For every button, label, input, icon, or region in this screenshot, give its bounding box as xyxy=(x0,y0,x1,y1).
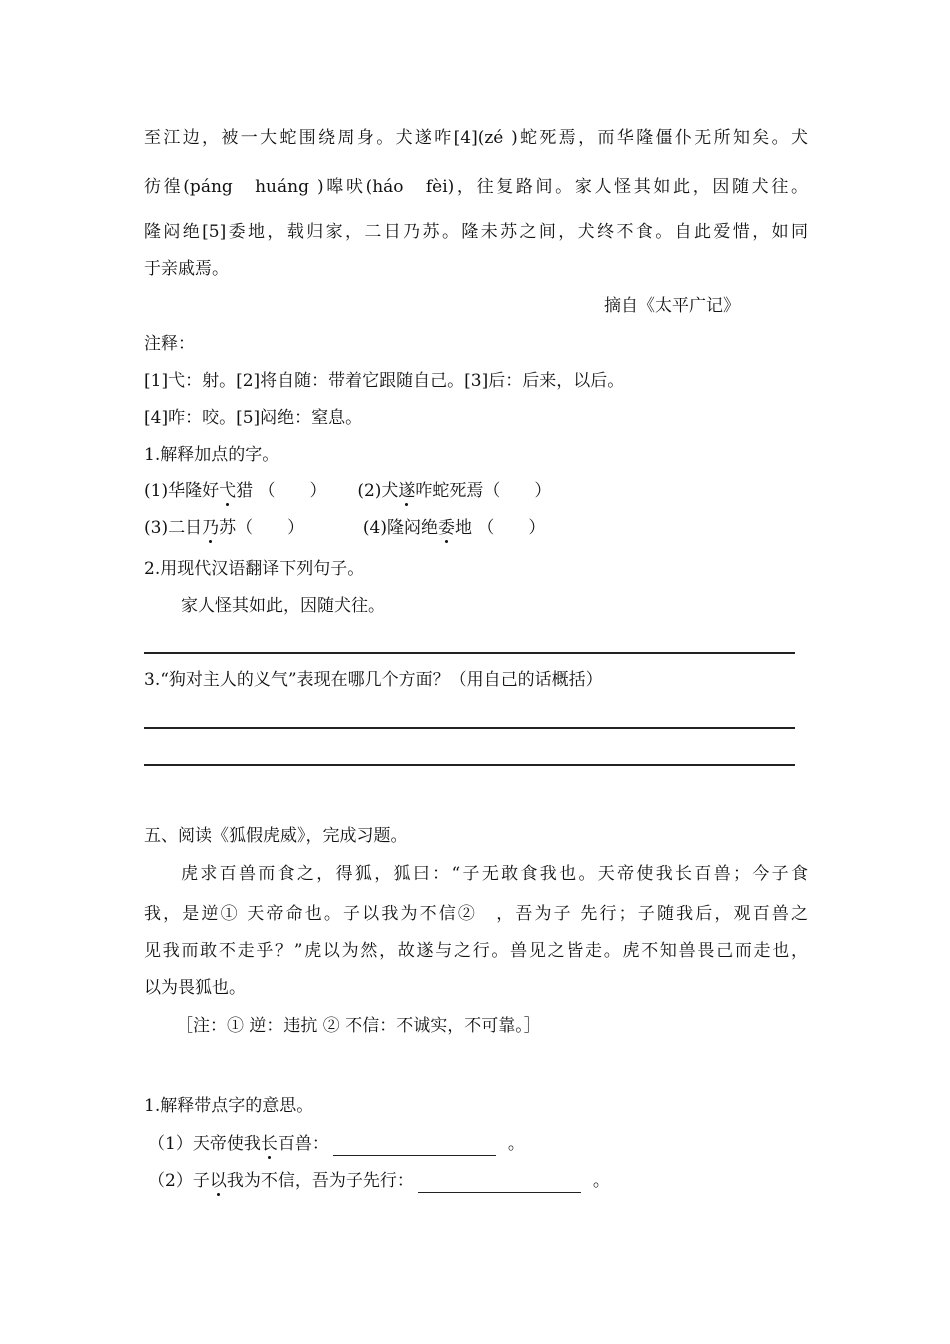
section-5-para-line-2: 我，是逆① 天帝命也。子以我为不信② ，吾为子 先行；子随我后，观百兽之 xyxy=(144,904,808,924)
notes-heading: 注释： xyxy=(144,334,195,354)
q5-a-text-after: 百兽： xyxy=(277,1134,329,1154)
notes-line-1: [1]弋：射。[2]将自随：带着它跟随自己。[3]后：后来，以后。 xyxy=(144,371,625,391)
section-5-question-1-title: 1.解释带点字的意思。 xyxy=(144,1096,314,1116)
question-3-title: 3.“狗对主人的义气”表现在哪几个方面？（用自己的话概括） xyxy=(144,670,603,690)
q1-item-c xyxy=(144,518,304,538)
question-2-sentence: 家人怪其如此，因随犬往。 xyxy=(181,596,385,616)
section-5-para-line-4: 以为畏狐也。 xyxy=(144,978,246,998)
q1-a-dotted-char: 弋 xyxy=(219,481,237,501)
section-5-question-1-a xyxy=(148,1132,525,1156)
q1-d-dotted-char: 委 xyxy=(438,518,455,538)
section-5-para-line-3: 见我而敢不走乎？”虎以为然，故遂与之行。兽见之皆走。虎不知兽畏己而走也， xyxy=(144,941,808,961)
q1-b-blank: 咋蛇死焉（ ） xyxy=(415,481,552,501)
passage-line-3: 隆闷绝[5]委地，载归家，二日乃苏。隆未苏之间，犬终不食。自此爱惜，如同 xyxy=(144,222,808,242)
answer-line-q3-2[interactable] xyxy=(144,764,795,766)
notes-line-2: [4]咋：咬。[5]闷绝：窒息。 xyxy=(144,408,363,428)
q1-c-dotted-char: 乃 xyxy=(202,518,220,538)
passage-line-1: 至江边，被一大蛇围绕周身。犬遂咋[4](zé )蛇死焉，而华隆僵仆无所知矣。犬 xyxy=(144,128,808,148)
q5-a-period: 。 xyxy=(507,1134,525,1154)
q5-a-text: （1）天帝使我 xyxy=(148,1134,261,1154)
q1-a-blank: 猎 （ ） xyxy=(236,481,327,501)
section-5-question-1-b xyxy=(148,1169,610,1193)
passage-line-2: 彷徨(páng huáng )嗥吠(háo fèi)，往复路间。家人怪其如此，因随犬往。 xyxy=(144,177,808,197)
q5-a-answer-blank[interactable] xyxy=(333,1137,496,1156)
q5-b-text: （2）子 xyxy=(148,1171,210,1191)
q1-item-d xyxy=(363,518,546,538)
question-1-items-row-2 xyxy=(144,516,545,540)
q1-c-text: (3)二日 xyxy=(144,518,203,538)
q5-b-text-after: 我为不信，吾为子先行： xyxy=(226,1171,414,1191)
q5-b-answer-blank[interactable] xyxy=(418,1174,581,1193)
answer-line-q3-1[interactable] xyxy=(144,727,795,729)
q1-item-b xyxy=(357,481,551,501)
q1-item-a xyxy=(144,481,327,501)
q1-a-text: (1)华隆好 xyxy=(144,481,220,501)
q1-d-blank: 地 （ ） xyxy=(455,518,546,538)
q1-c-blank: 苏（ ） xyxy=(219,518,305,538)
question-1-title: 1.解释加点的字。 xyxy=(144,445,280,465)
q5-a-dotted-char: 长 xyxy=(260,1134,278,1154)
section-5-note: ［注：① 逆：违抗 ② 不信：不诚实，不可靠。］ xyxy=(176,1016,541,1036)
section-5-para-line-1: 虎求百兽而食之，得狐，狐曰：“子无敢食我也。天帝使我长百兽；今子食 xyxy=(181,864,808,884)
q1-b-text: (2)犬 xyxy=(357,481,399,501)
q1-b-dotted-char: 遂 xyxy=(398,481,416,501)
question-1-items-row-1 xyxy=(144,479,551,503)
q5-b-period: 。 xyxy=(592,1171,610,1191)
question-2-title: 2.用现代汉语翻译下列句子。 xyxy=(144,559,365,579)
answer-line-q2[interactable] xyxy=(144,652,795,654)
q5-b-dotted-char: 以 xyxy=(209,1171,227,1191)
section-5-title: 五、阅读《狐假虎威》，完成习题。 xyxy=(144,826,408,846)
passage-source: 摘自《太平广记》 xyxy=(604,296,740,316)
passage-line-4: 于亲戚焉。 xyxy=(144,259,229,279)
q1-d-text: (4)隆闷绝 xyxy=(362,518,438,538)
